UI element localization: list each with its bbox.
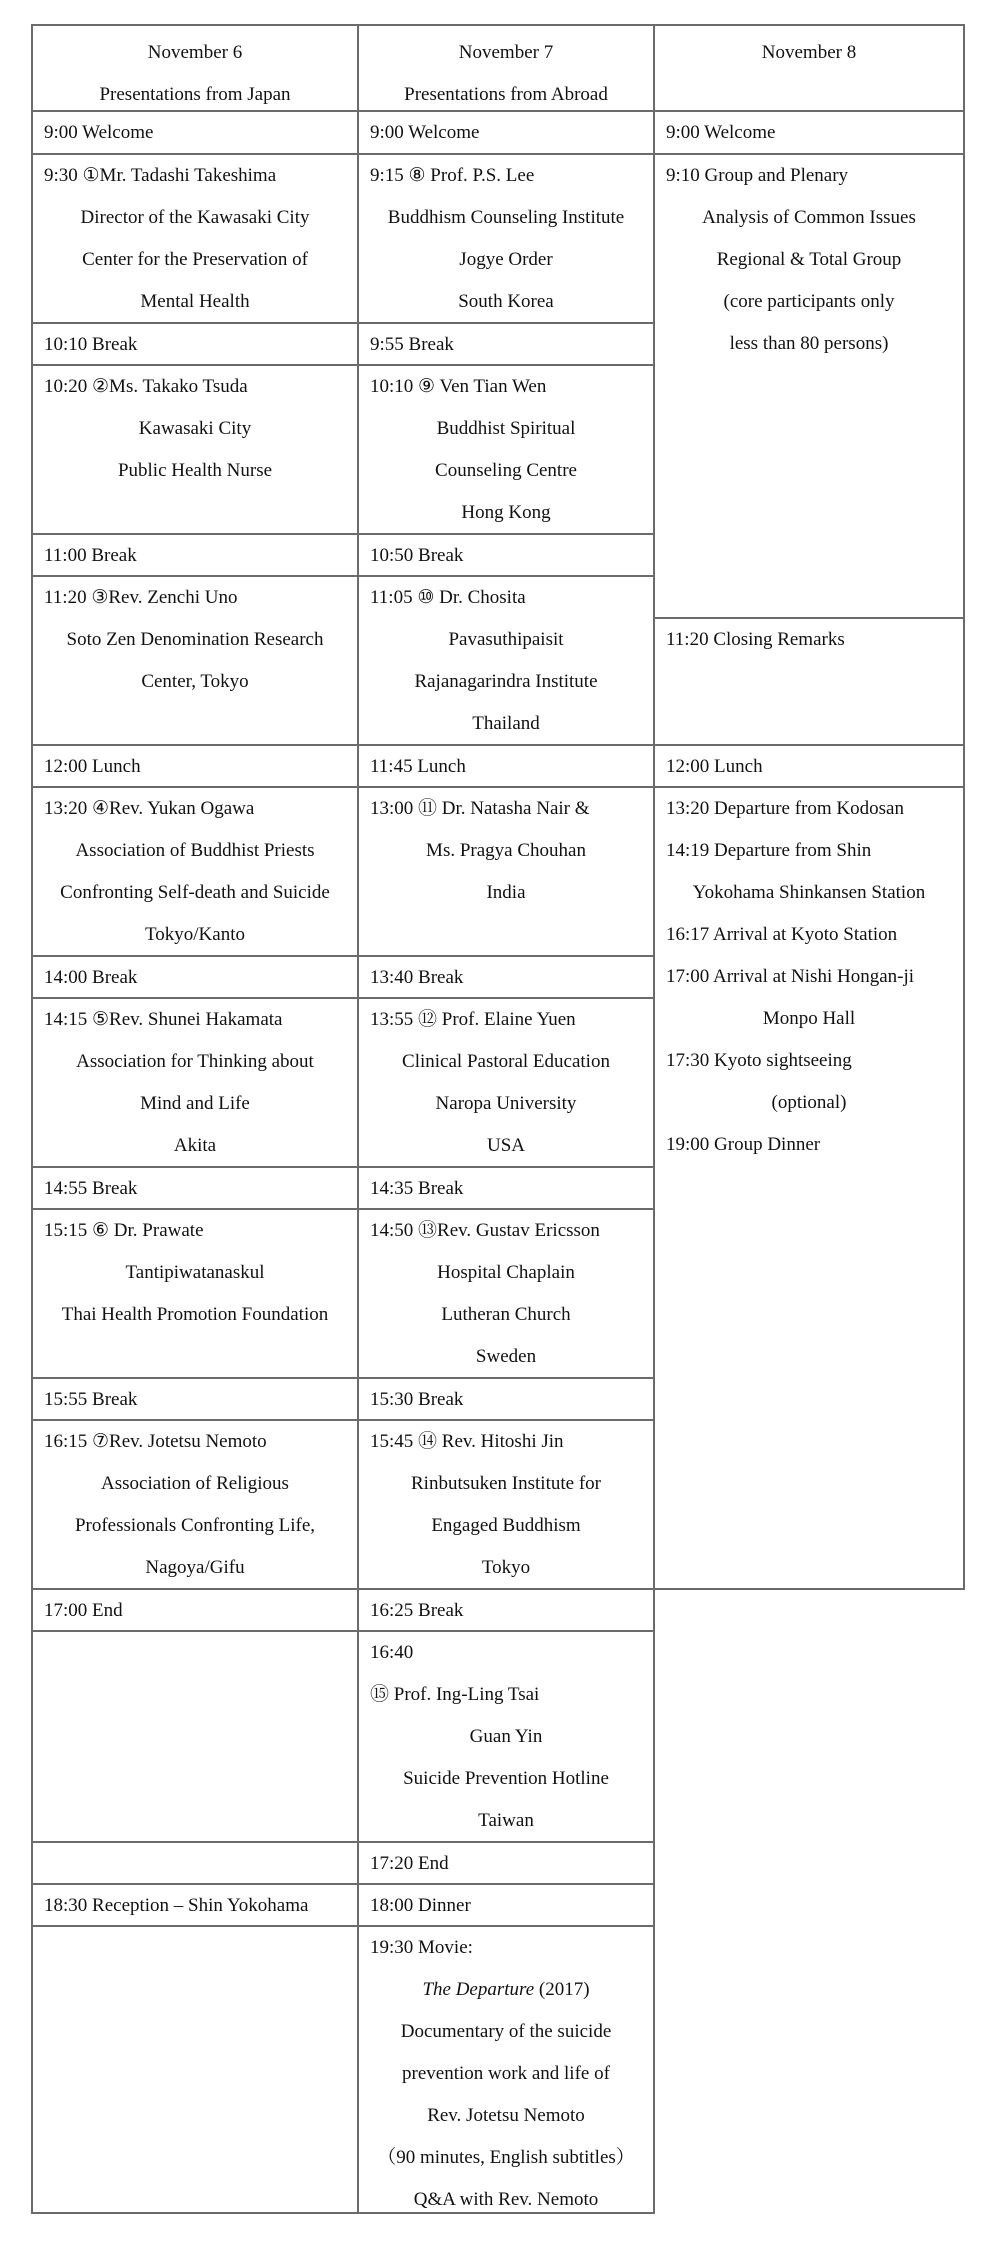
travel-item: 17:00 Arrival at Nishi Hongan-ji: [666, 966, 915, 987]
session-detail: Association for Thinking about: [76, 1051, 314, 1072]
session-detail: Buddhist Spiritual: [436, 418, 576, 439]
session-detail: Naropa University: [435, 1093, 577, 1114]
session-detail: Confronting Self-death and Suicide: [60, 882, 330, 903]
session-detail: Nagoya/Gifu: [145, 1557, 245, 1578]
cell-text: 14:35 Break: [370, 1178, 464, 1199]
travel-item: 13:20 Departure from Kodosan: [666, 798, 904, 819]
cell-text: 18:00 Dinner: [370, 1895, 471, 1916]
session-title: 10:10 ⑨ Ven Tian Wen: [370, 376, 547, 397]
session-detail: Thailand: [472, 713, 540, 734]
cell-text: 13:40 Break: [370, 967, 464, 988]
grid-line: [31, 1841, 655, 1843]
session-detail: Tantipiwatanaskul: [125, 1262, 265, 1283]
session-detail: Professionals Confronting Life,: [74, 1515, 316, 1536]
session-detail: USA: [486, 1135, 525, 1156]
session-title: 11:05 ⑩ Dr. Chosita: [370, 587, 526, 608]
session-detail: Suicide Prevention Hotline: [403, 1768, 609, 1789]
grid-line: [31, 1630, 655, 1632]
cell-text: 11:20 Closing Remarks: [666, 629, 845, 650]
movie-detail: prevention work and life of: [402, 2063, 610, 2084]
session-detail: Sweden: [475, 1346, 537, 1367]
cell-text: 15:55 Break: [44, 1389, 138, 1410]
grid-line: [31, 997, 655, 999]
grid-line: [31, 1588, 965, 1590]
session-detail: Rajanagarindra Institute: [414, 671, 598, 692]
grid-line: [653, 24, 655, 2214]
cell-text: 14:55 Break: [44, 1178, 138, 1199]
session-detail: Thai Health Promotion Foundation: [61, 1304, 329, 1325]
grid-line: [31, 1377, 655, 1379]
session-title: 14:15 ⑤Rev. Shunei Hakamata: [44, 1009, 283, 1030]
session-detail: Rinbutsuken Institute for: [411, 1473, 601, 1494]
session-title: 9:10 Group and Plenary: [666, 165, 849, 186]
session-detail: Center, Tokyo: [141, 671, 249, 692]
grid-line: [31, 364, 655, 366]
grid-line: [31, 1925, 655, 1927]
session-detail: less than 80 persons): [729, 333, 889, 354]
session-detail: Association of Buddhist Priests: [75, 840, 315, 861]
session-title: 10:20 ②Ms. Takako Tsuda: [44, 376, 248, 397]
travel-item: (optional): [771, 1092, 847, 1113]
cell-text: 16:25 Break: [370, 1600, 464, 1621]
session-title: 9:15 ⑧ Prof. P.S. Lee: [370, 165, 535, 186]
cell-text: 11:45 Lunch: [370, 756, 466, 777]
movie-detail: Q&A with Rev. Nemoto: [413, 2189, 599, 2210]
travel-item: 16:17 Arrival at Kyoto Station: [666, 924, 898, 945]
session-title: 11:20 ③Rev. Zenchi Uno: [44, 587, 238, 608]
session-title: ⑮ Prof. Ing-Ling Tsai: [370, 1684, 540, 1705]
grid-line: [31, 1419, 655, 1421]
session-detail: Regional & Total Group: [716, 249, 902, 270]
grid-line: [653, 617, 965, 619]
grid-line: [31, 533, 655, 535]
session-detail: Lutheran Church: [441, 1304, 571, 1325]
cell-text: 9:00 Welcome: [666, 122, 776, 143]
session-detail: Public Health Nurse: [117, 460, 273, 481]
movie-title: The Departure: [422, 1979, 535, 2000]
header-subtitle: Presentations from Abroad: [404, 84, 608, 105]
movie-label: 19:30 Movie:: [370, 1937, 473, 1958]
grid-line: [963, 24, 965, 1589]
session-detail: Soto Zen Denomination Research: [66, 629, 324, 650]
grid-line: [31, 322, 655, 324]
travel-item: 14:19 Departure from Shin: [666, 840, 872, 861]
movie-detail: Rev. Jotetsu Nemoto: [427, 2105, 585, 2126]
session-detail: Engaged Buddhism: [431, 1515, 581, 1536]
session-detail: Guan Yin: [469, 1726, 543, 1747]
cell-text: 12:00 Lunch: [666, 756, 763, 777]
grid-line: [31, 575, 655, 577]
grid-line: [357, 24, 359, 2214]
header-date: November 8: [761, 42, 857, 63]
cell-text: 9:00 Welcome: [370, 122, 480, 143]
movie-detail: （90 minutes, English subtitles）: [377, 2147, 635, 2168]
session-detail: South Korea: [458, 291, 554, 312]
header-nov6: [32, 25, 358, 111]
session-detail: Jogye Order: [459, 249, 553, 270]
session-title: 14:50 ⑬Rev. Gustav Ericsson: [370, 1220, 600, 1241]
travel-item: Monpo Hall: [762, 1008, 856, 1029]
session-detail: Mind and Life: [140, 1093, 250, 1114]
header-date: November 7: [458, 42, 554, 63]
session-title: 16:15 ⑦Rev. Jotetsu Nemoto: [44, 1431, 267, 1452]
header-subtitle: Presentations from Japan: [99, 84, 291, 105]
session-detail: India: [486, 882, 526, 903]
session-detail: Buddhism Counseling Institute: [387, 207, 625, 228]
grid-line: [31, 1208, 655, 1210]
header-date: November 6: [147, 42, 243, 63]
grid-line: [31, 24, 965, 26]
session-detail: (core participants only: [723, 291, 895, 312]
grid-line: [31, 1883, 655, 1885]
travel-item: Yokohama Shinkansen Station: [692, 882, 926, 903]
cell-text: 11:00 Break: [44, 545, 137, 566]
cell-text: 17:00 End: [44, 1600, 123, 1621]
session-title: 15:15 ⑥ Dr. Prawate: [44, 1220, 204, 1241]
session-title: 9:30 ①Mr. Tadashi Takeshima: [44, 165, 277, 186]
session-detail: Center for the Preservation of: [82, 249, 308, 270]
session-detail: Taiwan: [478, 1810, 534, 1831]
session-title: 13:00 ⑪ Dr. Natasha Nair &: [370, 798, 590, 819]
grid-line: [31, 786, 965, 788]
session-detail: Tokyo/Kanto: [145, 924, 245, 945]
session-detail: Director of the Kawasaki City: [80, 207, 310, 228]
grid-line: [31, 1166, 655, 1168]
cell-text: 14:00 Break: [44, 967, 138, 988]
cell-text: 15:30 Break: [370, 1389, 464, 1410]
travel-item: 19:00 Group Dinner: [666, 1134, 821, 1155]
session-detail: Hospital Chaplain: [437, 1262, 575, 1283]
cell-text: 9:00 Welcome: [44, 122, 154, 143]
session-title: 13:55 ⑫ Prof. Elaine Yuen: [370, 1009, 576, 1030]
session-detail: Ms. Pragya Chouhan: [426, 840, 586, 861]
cell-text: 12:00 Lunch: [44, 756, 141, 777]
grid-line: [31, 744, 965, 746]
session-title: 13:20 ④Rev. Yukan Ogawa: [44, 798, 255, 819]
header-nov7: [358, 25, 654, 111]
grid-line: [31, 955, 655, 957]
grid-line: [31, 110, 965, 112]
session-detail: Pavasuthipaisit: [448, 629, 564, 650]
session-detail: Kawasaki City: [138, 418, 252, 439]
movie-title-line: [358, 1969, 654, 2011]
header-nov8: [654, 25, 964, 111]
travel-item: 17:30 Kyoto sightseeing: [666, 1050, 852, 1071]
session-detail: Tokyo: [481, 1557, 531, 1578]
grid-line: [31, 2212, 655, 2214]
session-detail: Association of Religious: [101, 1473, 289, 1494]
movie-year: (2017): [534, 1979, 590, 2000]
session-title: 15:45 ⑭ Rev. Hitoshi Jin: [370, 1431, 564, 1452]
movie-detail: Documentary of the suicide: [400, 2021, 612, 2042]
cell-text: 10:50 Break: [370, 545, 464, 566]
session-detail: Mental Health: [140, 291, 250, 312]
session-detail: Analysis of Common Issues: [702, 207, 916, 228]
session-detail: Akita: [173, 1135, 217, 1156]
session-title: 16:40: [370, 1642, 414, 1663]
grid-line: [31, 153, 965, 155]
session-detail: Counseling Centre: [435, 460, 577, 481]
cell-text: 10:10 Break: [44, 334, 138, 355]
cell-text: 17:20 End: [370, 1853, 449, 1874]
session-detail: Clinical Pastoral Education: [402, 1051, 610, 1072]
cell-text: 18:30 Reception – Shin Yokohama: [44, 1895, 309, 1916]
session-detail: Hong Kong: [461, 502, 551, 523]
grid-line: [31, 24, 33, 2214]
cell-text: 9:55 Break: [370, 334, 454, 355]
